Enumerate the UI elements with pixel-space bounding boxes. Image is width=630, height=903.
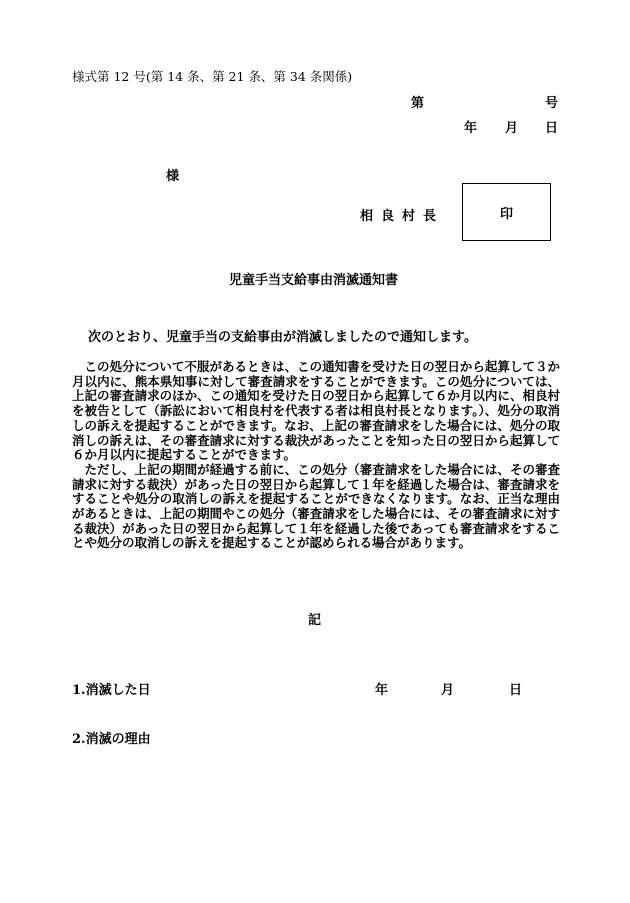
intro-text: 次のとおり、児童手当の支給事由が消滅しましたので通知します。: [88, 330, 477, 345]
issue-date-year: 年: [464, 121, 478, 136]
record-heading: 記: [308, 613, 322, 628]
document-number-suffix: 号: [545, 96, 559, 111]
item-label: 1.消滅した日: [72, 683, 151, 698]
issue-date-day: 日: [545, 121, 559, 136]
document-number-prefix: 第: [411, 96, 425, 111]
document-title: 児童手当支給事由消滅通知書: [229, 273, 399, 288]
issue-date-month: 月: [505, 121, 519, 136]
recipient-suffix: 様: [166, 169, 180, 184]
item-date-year: 年: [375, 683, 389, 698]
body-text: [72, 360, 560, 551]
body-paragraph: ただし、上記の期間が経過する前に、この処分（審査請求をした場合には、その審査請求に対する裁決）があった日の翌日から起算して１年を経過した場合は、審査請求をすることや処分の取消しの訴えを提起することができなくなります。なお、正当な理由があるときは、上記の期間やこの処分（審査請求をした場合には、その審査請求に対する裁決）があった日の翌日から起算して１年を経過した後であっても審査請求をすることや処分の取消しの訴えを提起することが認められる場合があります。: [72, 461, 560, 551]
body-paragraph: この処分について不服があるときは、この通知書を受けた日の翌日から起算して３か月以内に、熊本県知事に対して審査請求をすることができます。この処分については、上記の審査請求のほか、この通知を受けた日の翌日から起算して６か月以内に、相良村を被告として（訴訟において相良村を代表する者は相良村長となります。）、処分の取消しの訴えを提起することができます。なお、上記の審査請求をした場合には、処分の取消しの訴えは、その審査請求に対する裁決があったことを知った日の翌日から起算して６か月以内に提起することができます。: [72, 359, 560, 463]
seal-label: 印: [499, 206, 513, 222]
seal-box: [462, 183, 551, 241]
item-date-day: 日: [509, 683, 523, 698]
item-label: 2.消滅の理由: [72, 732, 151, 747]
item-date-month: 月: [441, 683, 455, 698]
form-reference: 様式第 12 号(第 14 条、第 21 条、第 34 条関係): [72, 69, 353, 84]
issuer-name: 相良村長: [360, 209, 445, 224]
